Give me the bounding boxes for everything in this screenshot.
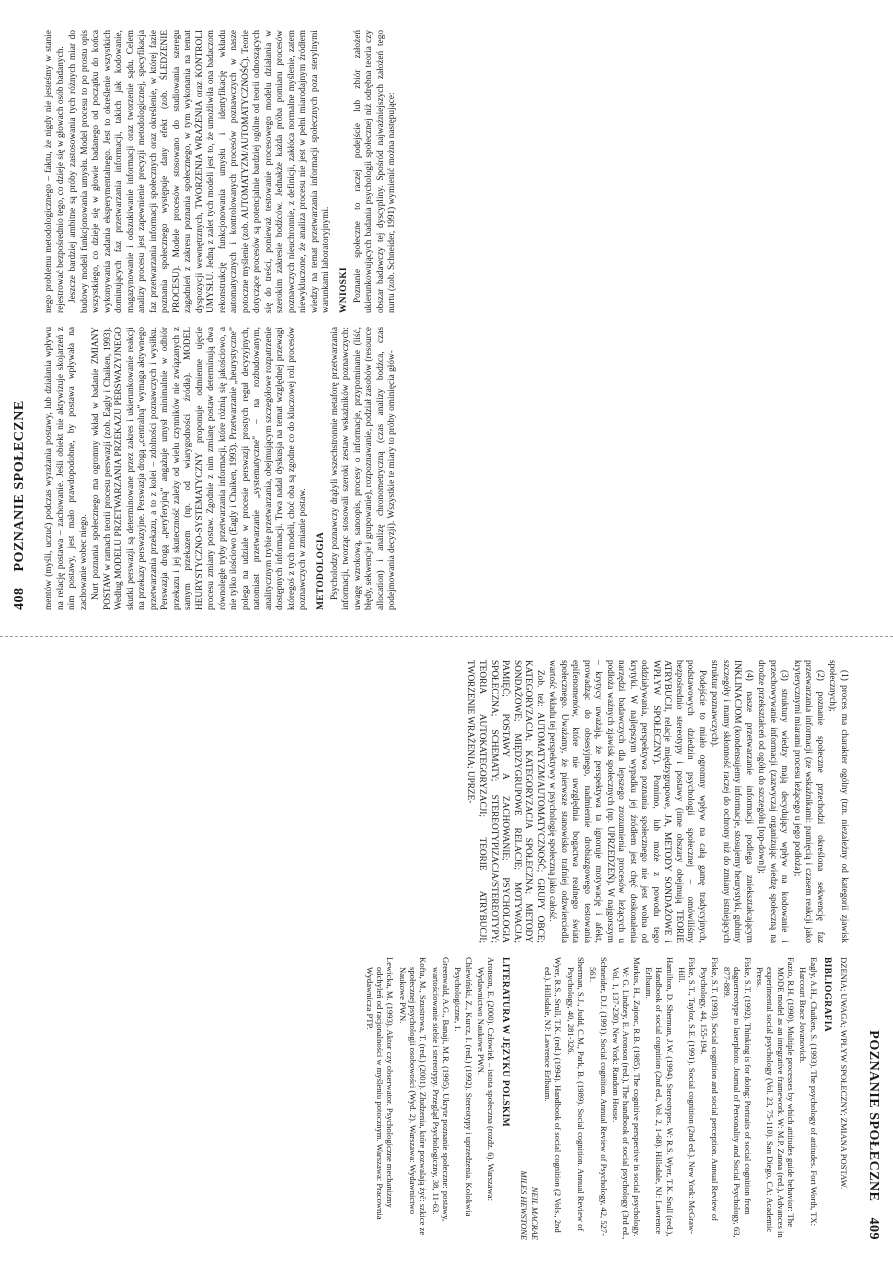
top-column-right <box>44 30 881 313</box>
paragraph: mentów (myśli, uczuć) podczas wyrażania postawy, lub działania wpływu na relację postawa – zachowanie. Jeśli obiekt nie aktywizuje skojarzeń z nim postawy, jest mało prawdopodobne, by postawa wpływała na zachowanie wobec niego. <box>44 327 89 610</box>
bottom-page-header <box>859 660 881 1240</box>
bibliography-entry: Aronson, E. (2000). Człowiek – istota społeczna (rozdz. 6). Warszawa: Wydawnictwo Naukowe PWN. <box>475 957 497 1201</box>
bibliography-entry: Markus, H., Zajonc, R.B. (1985). The cognitive perspective in social psychology. W: G. Lindzey, E. Aronson (red.), The handbook of social psychology (3rd ed., Vol. 1, 137-230). New York: Random House. <box>610 957 642 1240</box>
section-heading-conclusions: WNIOSKI <box>338 267 349 313</box>
section-heading-methodology: METODOLOGIA <box>315 531 326 610</box>
bibliography-entry: Schneider, D.J. (1991). Social cognition. Annual Review of Psychology, 42, 527-561. <box>588 957 609 1237</box>
top-page-header <box>12 30 34 610</box>
top-column-left <box>44 327 881 610</box>
bibliography-entry: Chlewiński, Z., Kurcz, I. (red.) (1992). Stereotypy i uprzedzenia. Kolokwia Psychologiczne, 1. <box>453 957 474 1217</box>
paragraph: Nurt poznania społecznego ma ogromny wkład w badanie ZMIANY POSTAW w ramach teorii procesu perswazji (zob. Eagly i Chaiken, 1993). Według MODELU PRZETWARZANIA PRZEKAZU PERSWAZYJNEGO skutki perswazji są determinowane przez zakres i ukierunkowanie reakcji na przekazy perswazyjne. Perswazja drogą „centralną” wymaga aktywnego przetwarzania przekazu, a to z kolei – zdolności poznawczych i wysiłku. Perswazja drogą „peryferyjną” angażuje umysł minimalnie w odbiór przekazu i jej skuteczność zależy od wielu czynników nie związanych z samym przekazem (np. od wiarygodności źródła). MODEL HEURYSTYCZNO-SYSTEMATYCZNY proponuje odmienne ujęcie procesu zmiany postaw. Zgodnie z nim zmianę postaw determinują dwa równoległe tryby przetwarzania informacji, które różnią się jakościowo, a nie tylko ilościowo (Eagly i Chaiken, 1993). Przetwarzanie „heurystyczne” polega na udziale w procesie perswazji prostych reguł decyzyjnych, natomiast przetwarzanie „systematyczne” – na rozbudowanym, analitycznym trybie przetwarzania, obejmującym szczegółowe rozpatrzenie dostępnych informacji. Trwa nadal dyskusja na temat względnej przewagi któregoś z tych modeli, choć oba są zgodne co do kluczowej roli procesów poznawczych w zmianie postaw. <box>91 327 309 610</box>
section-heading-bibliography: BIBLIOGRAFIA <box>822 957 833 1032</box>
see-also: Zob. też: AUTOMATYZM/AUTOMATYCZNOŚĆ; GRUPY OBCE; KATEGORYZACJA; KATEGORYZACJA SPOŁECZNA; METODY SONDAŻOWE; MIĘDZYGRUPOWE RELACJE; MOTYWACJA; PAMIĘĆ; POSTAWY A ZACHOWANIE; PSYCHOLOGIA SPOŁECZNA; SCHEMATY; STEREOTYPIZACJA/STEREOTYPY; TEORIA AUTOKATEGORYZACJI; TEORIE ATRYBUCJI; TWORZENIE WRAŻENIA; UPRZE- <box>465 660 545 943</box>
bibliography-entry: Greenwald, A.G., Banaji, M.R. (1995). Ukryte poznanie społeczne: postawy, wartościowanie siebie i stereotypy. Przegląd Psychologiczny, 38, 11-63. <box>430 957 451 1222</box>
top-page-rotated <box>0 10 893 630</box>
bottom-page-number: 409 <box>866 1217 881 1240</box>
top-page-number: 408 <box>12 587 27 610</box>
section-heading-polish-literature: LITERATURA W JĘZYKU POLSKIM <box>499 957 510 1127</box>
bottom-column-left <box>12 660 849 943</box>
list-item: (3) struktury wiedzy mają decydujący wpływ na kodowanie i przechowywanie informacji (zazwyczaj organizując wiedzę społeczną na drodze przekształceń od ogółu do szczegółu [top-down]); <box>756 660 790 943</box>
bibliography-entry: Lewicka, M. (1993). Aktor czy obserwator. Psychologiczne mechanizmy odchyleń od racjonalności w myśleniu potocznym. Warszawa: Pracownia Wydawnicza PTP. <box>364 957 396 1220</box>
list-item: (4) nasze przetwarzanie informacji podlega zniekształcającym INKLINACJOM (kondensujemy informacje, stosujemy heurystyki, gubimy szczegóły i mamy skłonność raczej do ochrony niż do zmiany istniejących struktur poznawczych). <box>709 660 754 943</box>
paragraph: Jeszcze bardziej ambitne są próby zastosowania tych różnych miar do budowy modeli funkcjonowania umysłu. Model procesu to po prostu opis wszystkiego, co dzieje się w głowie badanego od początku do końca wykonywania zadania eksperymentalnego. Jest to określenie wszystkich dominujących faz przetwarzania informacji, takich jak kodowanie, magazynowanie i odszukiwanie informacji oraz tworzenie sądu. Celem analizy procesu jest zapewnienie precyzji metodologicznej, specyfikacja faz przetwarzania informacji społecznych oraz określenie, w której fazie poznania społecznego występuje dany efekt (zob. ŚLEDZENIE PROCESU). Modele procesów stosowano do studiowania szeregu zagadnień z zakresu poznania społecznego, w tym wykonania na temat dyspozycji wewnętrznych, TWORZENIA WRAŻENIA oraz KONTROLI UMYSŁU. Jedną z zalet tych modeli jest to, że umożliwiła ona badaczom rekonstrukcję funkcjonowania umysłu i identyfikację wkładu automatycznych i kontrolowanych procesów poznawczych w nasze potoczne myślenie (zob. AUTOMATYZM/AUTOMATYCZNOŚĆ). Teorie dotyczące procesów są potencjalnie bardziej ogólne od teorii odnoszących się do treści, ponieważ testowanie procesowego modelu działania w szerokim zakresie bodźców. Jednakże każda próba pomiaru procesów poznawczych nieuchronnie, z definicji, zakłóca normalne myślenie, zatem niewykluczone, że analiza procesu nie jest w pełni miarodajnym źródłem wiedzy na temat przetwarzania informacji społecznych poza sterylnymi warunkami laboratoryjnymi. <box>68 30 332 313</box>
bibliography-entry: Fiske, S.T. (1993). Social cognition and social perception. Annual Review of Psychology, 44, 155-194. <box>699 957 720 1222</box>
bottom-page-rotated <box>0 640 893 1260</box>
paragraph: Podejście to miało ogromny wpływ na całą gamę tradycyjnych, podstawowych dziedzin psychologii społecznej – omówiliśmy bezpośrednio stereotypy i postawy (inne obszary obejmują TEORIE ATRYBUCJI, relacje międzygrupowe, JA, METODY SONDAŻOWE i WPŁYW SPOŁECZNY). Pomimo, lub może z powodu tego oddziaływania, perspektywa poznania społecznego nie jest wolna od krytyki. W najlepszym wypadku jej źródłem jest chęć doskonalenia narzędzi badawczych dla lepszego zrozumienia procesów leżących u podłoża ważnych zjawisk społecznych (np. UPRZEDZEŃ). W najgorszym – krytycy uważają, że perspektywa ta ignoruje motywację i afekt, prowadząc do obsesyjnego, nadmiernie drobiazgowego testowania epifenomenów, które nie uwzględnia bogactwa realnego świata społecznego. Uważamy, że pierwsze stanowisko trafniej odzwierciedla wartość wkładu tej perspektywy w psychologię społeczną jako całość. <box>547 660 707 943</box>
list-item: (2) poznanie społeczne przechodzi określona sekwencję faz przetwarzania informacji (ze wskaźnikami: pamięcią i czasem reakcji jako kryterycznymi miarami procesu leżącego u jego podłoża); <box>791 660 825 943</box>
bottom-page <box>0 640 893 1260</box>
bottom-column-right <box>12 957 849 1240</box>
paragraph: Psycholodzy poznawczy drążyli wszechstronnie metaforę przetwarzania informacji, tworząc stosowali szeroki zestaw wskaźników poznawczych: uwagę wzrokową, sanoopis, procesy o informacje, przypominanie (liść, błędy, sekwencje i grupowanie), rozpoznawanie, podział zasobów (resource allocation) i analizę chronometryczną (czas analizy bodźca, czas podejmowania decyzji). Wszystkie te miary to próby ominięcia głów- <box>329 327 398 610</box>
bibliography-entry: Kofta, M., Szustrowa, T. (red.) (2001). Złudzenia, które pozwalają żyć: szkice ze społecznej psychologii osobowości (Wyd. 2). Warszawa: Wydawnictwo Naukowe PWN. <box>397 957 429 1236</box>
top-running-head: POZNANIE SPOŁECZNE <box>12 400 27 572</box>
paragraph: Poznanie społeczne to raczej podejście lub zbiór założeń ukierunkowujących badania psychologii społecznej niż odrębna teoria czy obszar badawczy tej dyscypliny. Spośród najważniejszych założeń tego nurtu (zob. Schneider, 1991) wymienić można następujące: <box>352 30 398 313</box>
bibliography-entry: Eagly, A.H., Chaiken, S. (1993). The psychology of attitudes. Fort Worth, TX: Harcourt Brace Jovanovich. <box>798 957 819 1226</box>
list-item: (1) proces ma charakter ogólny (tzn. niezależny od kategorii zjawisk społecznych); <box>827 660 849 943</box>
page-divider <box>0 636 893 637</box>
bottom-columns <box>12 660 849 1240</box>
top-page <box>0 10 893 630</box>
bibliography-entry: Fazio, R.H. (1990). Multiple processes by which attitudes guide behavior: The MODE model as an integrative framework. W: M.P. Zanna (red.), Advances in experimental social psychology (Vol. 23, 75-110). San Diego, CA: Academic Press. <box>755 957 796 1238</box>
bibliography-entry: Fiske, S.T., Taylor, S.E. (1991). Social cognition (2nd ed.). New York: McGraw-Hill. <box>676 957 698 1235</box>
bibliography-entry: Sherman, S.J., Judd, C.M., Park, B. (1989). Social cognition. Annual Review of Psychology, 40, 281-326. <box>565 957 587 1232</box>
paragraph: nego problemu metodologicznego – faktu, że nigdy nie jesteśmy w stanie rejestrować bezpośrednio tego, co dzieje się w głowach osób badanych. <box>44 30 66 313</box>
bottom-running-head: POZNANIE SPOŁECZNE <box>866 1030 881 1202</box>
bibliography-entry: Hamilton, D. Sherman, J.W. (1994). Stereotypes. W: R.S. Wyer, T.K. Srull (red.), Handbook of social cognition (2nd ed., Vol. 2, 1-68). Hillsdale, NJ: Lawrence Erlbaum. <box>643 957 675 1237</box>
author-signature: NEIL MACRAE MILES HEWSTONE <box>519 1170 539 1240</box>
bibliography-entry: Wyer, R.S., Srull, T.K. (red.) (1994). Handbook of social cognition (2 Vols., 2nd ed.). Hillsdale, NJ: Lawrence Erlbaum. <box>543 957 564 1233</box>
see-also-continued: DZENIA; UWAGA; WPŁYW SPOŁECZNY; ZMIANA POSTAW. <box>839 957 849 1190</box>
bibliography-entry: Fiske, S.T. (1992). Thinking is for doing: Portraits of social cognition from daguerreotype to laserphoto. Journal of Personality and Social Psychology, 63, 877-889. <box>722 957 753 1238</box>
top-columns <box>44 30 881 610</box>
